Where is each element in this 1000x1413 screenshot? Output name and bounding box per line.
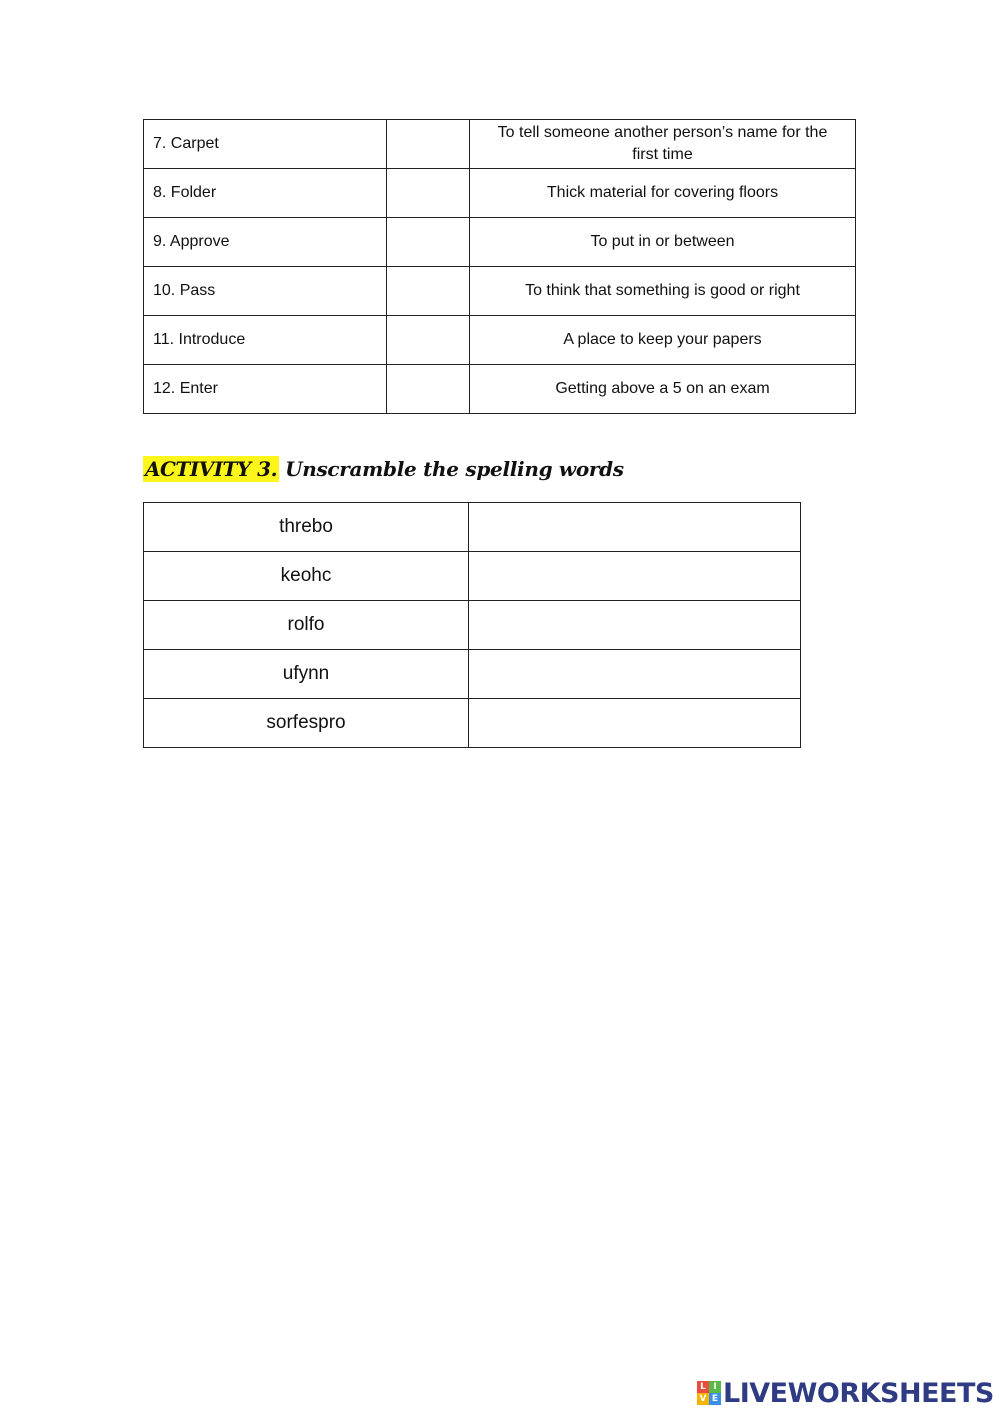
word-cell: 7. Carpet — [144, 120, 387, 169]
answer-cell[interactable] — [387, 169, 470, 218]
answer-cell[interactable] — [387, 365, 470, 414]
word-cell: 9. Approve — [144, 218, 387, 267]
logo-text: LIVEWORKSHEETS — [723, 1377, 994, 1409]
table-row — [144, 218, 856, 267]
logo-mark-letter: E — [709, 1393, 721, 1405]
definition-cell: To tell someone another person’s name for the first time — [470, 120, 856, 169]
answer-input[interactable] — [387, 267, 469, 315]
word-cell: 12. Enter — [144, 365, 387, 414]
definition-cell: Thick material for covering floors — [470, 169, 856, 218]
scrambled-word: rolfo — [144, 601, 469, 650]
matching-table — [143, 119, 856, 414]
table-row — [144, 699, 801, 748]
word-cell: 11. Introduce — [144, 316, 387, 365]
answer-input[interactable] — [469, 699, 801, 748]
logo-mark-letter: I — [709, 1381, 721, 1393]
liveworksheets-logo — [697, 1378, 994, 1408]
word-cell: 10. Pass — [144, 267, 387, 316]
activity-instruction: Unscramble the spelling words — [285, 457, 624, 481]
table-row — [144, 552, 801, 601]
answer-input[interactable] — [387, 365, 469, 413]
definition-cell: To think that something is good or right — [470, 267, 856, 316]
table-row — [144, 503, 801, 552]
scrambled-word: threbo — [144, 503, 469, 552]
scrambled-word: sorfespro — [144, 699, 469, 748]
answer-input[interactable] — [387, 316, 469, 364]
answer-input[interactable] — [469, 552, 801, 601]
table-row — [144, 365, 856, 414]
definition-cell: To put in or between — [470, 218, 856, 267]
scrambled-word: keohc — [144, 552, 469, 601]
table-row — [144, 650, 801, 699]
table-row — [144, 316, 856, 365]
activity-label: ACTIVITY 3. — [145, 457, 278, 481]
answer-input[interactable] — [387, 120, 469, 168]
activity-3-heading — [143, 452, 624, 486]
answer-cell[interactable] — [387, 120, 470, 169]
logo-mark-letter: L — [697, 1381, 709, 1393]
table-row — [144, 120, 856, 169]
word-cell: 8. Folder — [144, 169, 387, 218]
definition-cell: A place to keep your papers — [470, 316, 856, 365]
answer-cell[interactable] — [387, 316, 470, 365]
table-row — [144, 267, 856, 316]
unscramble-table — [143, 502, 801, 748]
table-row — [144, 169, 856, 218]
answer-input[interactable] — [469, 601, 801, 650]
definition-cell: Getting above a 5 on an exam — [470, 365, 856, 414]
answer-input[interactable] — [387, 169, 469, 217]
answer-input[interactable] — [469, 503, 801, 552]
scrambled-word: ufynn — [144, 650, 469, 699]
answer-input[interactable] — [387, 218, 469, 266]
liveworksheets-logo-icon — [697, 1381, 721, 1405]
logo-mark-letter: V — [697, 1393, 709, 1405]
table-row — [144, 601, 801, 650]
answer-cell[interactable] — [387, 267, 470, 316]
answer-cell[interactable] — [387, 218, 470, 267]
answer-input[interactable] — [469, 650, 801, 699]
